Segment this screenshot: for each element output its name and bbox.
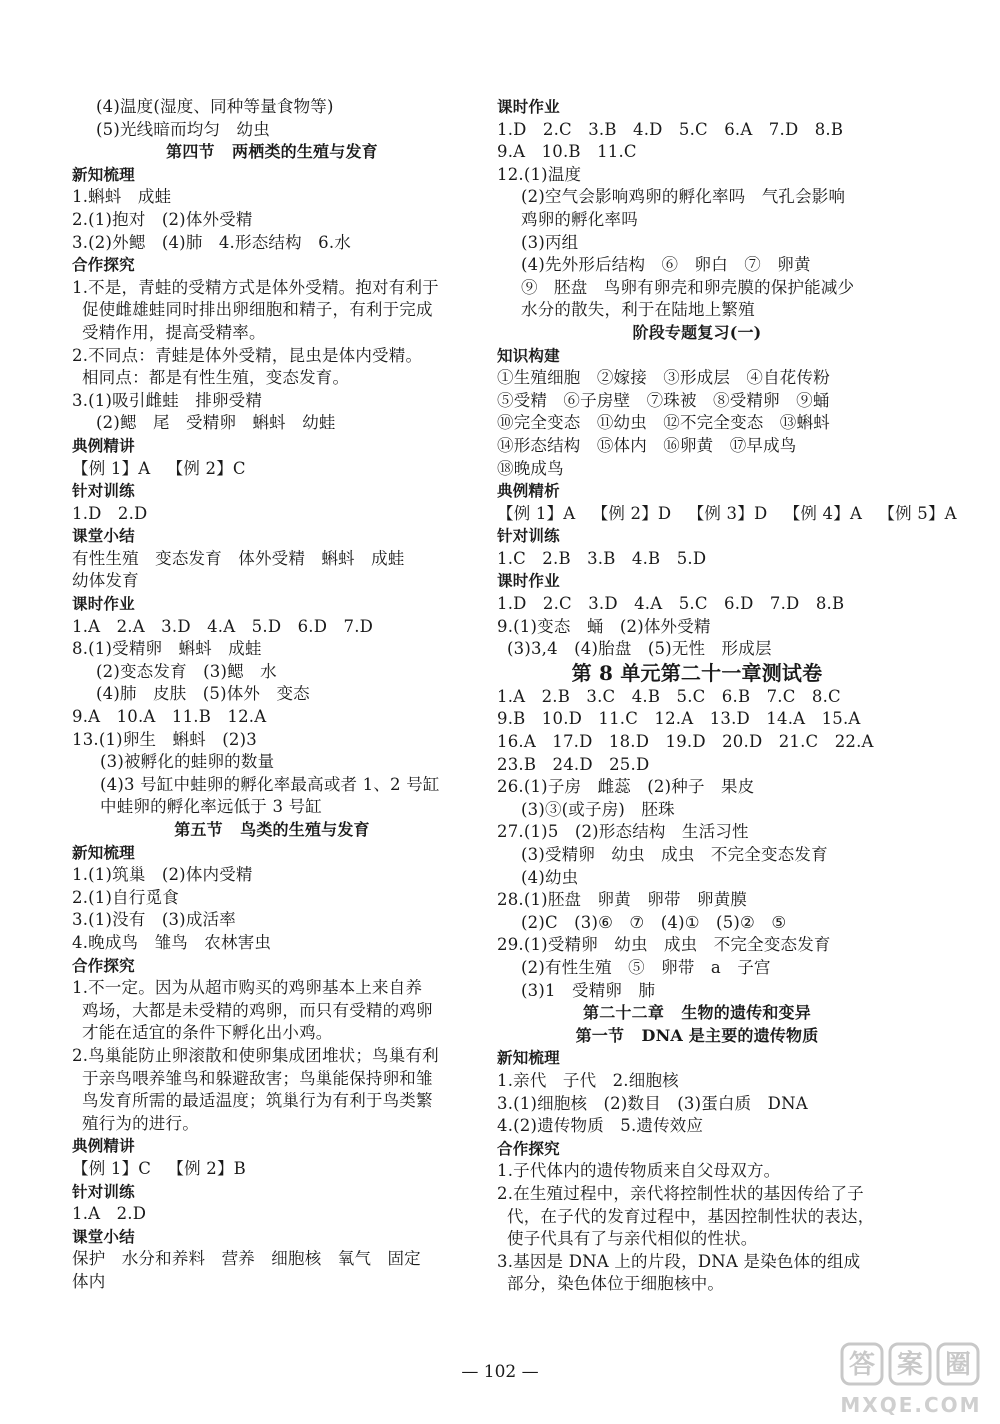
right-line: (3)1 受精卵 肺 (521, 980, 656, 1000)
left-line: 【例 1】A 【例 2】C (72, 458, 246, 478)
right-line: (3)丙组 (521, 232, 579, 252)
right-subheading: 知识构建 (497, 346, 560, 365)
right-line: (3)受精卵 幼虫 成虫 不完全变态发育 (521, 845, 828, 864)
left-line: 1.A 2.D (72, 1204, 147, 1224)
left-line: 鸟发育所需的最适温度；筑巢行为有利于鸟类繁 (82, 1091, 433, 1111)
right-line: ⑨ 胚盘 鸟卵有卵壳和卵壳膜的保护能减少 (521, 277, 855, 297)
right-line: ⑱晚成鸟 (497, 458, 564, 478)
left-line: 13.(1)卵生 蝌蚪 (2)3 (72, 729, 257, 749)
left-subheading: 合作探究 (72, 956, 135, 975)
right-line: (3)③(或子房) 胚珠 (521, 799, 675, 819)
svg-text:圈: 圈 (944, 1350, 972, 1380)
right-line: (4)幼虫 (521, 867, 579, 887)
right-line: 9.B 10.D 11.C 12.A 13.D 14.A 15.A (497, 709, 861, 729)
left-line: (4)肺 皮肤 (5)体外 变态 (96, 684, 310, 704)
right-line: 1.C 2.B 3.B 4.B 5.D (497, 548, 707, 568)
right-line: 1.A 2.B 3.C 4.B 5.C 6.B 7.C 8.C (497, 686, 841, 706)
right-line: (4)先外形后结构 ⑥ 卵白 ⑦ 卵黄 (521, 255, 811, 275)
right-line: 1.子代体内的遗传物质来自父母双方。 (497, 1161, 781, 1181)
left-line: 1.不是，青蛙的受精方式是体外受精。抱对有利于 (72, 277, 439, 297)
right-line: ⑭形态结构 ⑮体内 ⑯卵黄 ⑰早成鸟 (497, 435, 797, 455)
left-line: 2.(1)抱对 (2)体外受精 (72, 209, 253, 229)
left-line: 1.A 2.A 3.D 4.A 5.D 6.D 7.D (72, 616, 374, 636)
left-line: 1.不一定。因为从超市购买的鸡卵基本上来自养 (72, 978, 423, 998)
left-line: 1.蝌蚪 成蛙 (72, 187, 172, 207)
right-line: 23.B 24.D 25.D (497, 754, 650, 774)
left-line: 体内 (72, 1271, 106, 1291)
right-line: 28.(1)胚盘 卵黄 卵带 卵黄膜 (497, 890, 748, 910)
left-line: 1.D 2.D (72, 503, 148, 523)
left-line: (2)变态发育 (3)鳃 水 (96, 661, 277, 681)
left-line: 2.(1)自行觅食 (72, 887, 179, 907)
right-line: 水分的散失，利于在陆地上繁殖 (521, 300, 755, 320)
right-line: 9.A 10.B 11.C (497, 142, 637, 162)
left-line: 8.(1)受精卵 蝌蚪 成蛙 (72, 639, 262, 659)
right-line: 2.在生殖过程中，亲代将控制性状的基因传给了子 (497, 1183, 864, 1203)
right-line: 使子代具有了与亲代相似的性状。 (507, 1229, 758, 1249)
right-line: ①生殖细胞 ②嫁接 ③形成层 ④自花传粉 (497, 368, 830, 388)
left-subheading: 典例精讲 (72, 436, 135, 455)
right-line: 3.(1)细胞核 (2)数目 (3)蛋白质 DNA (497, 1093, 808, 1113)
left-subheading: 课堂小结 (72, 527, 135, 546)
left-line: 中蛙卵的孵化率远低于 3 号缸 (100, 797, 322, 817)
right-line: 29.(1)受精卵 幼虫 成虫 不完全变态发育 (497, 935, 831, 955)
left-subheading: 新知梳理 (72, 843, 135, 862)
left-line: 有性生殖 变态发育 体外受精 蝌蚪 成蛙 (72, 548, 405, 568)
left-line: (5)光线暗而均匀 幼虫 (96, 119, 270, 139)
right-line: (3)3,4 (4)胎盘 (5)无性 形成层 (507, 639, 772, 659)
right-line: (2)C (3)⑥ ⑦ (4)① (5)② ⑤ (521, 912, 787, 932)
left-line: 促使雌雄蛙同时排出卵细胞和精子，有利于完成 (82, 300, 433, 320)
left-line: 【例 1】C 【例 2】B (72, 1158, 246, 1178)
left-line: 受精作用，提高受精率。 (82, 322, 266, 342)
left-line: 幼体发育 (72, 571, 139, 591)
right-line: ⑩完全变态 ⑪幼虫 ⑫不完全变态 ⑬蝌蚪 (497, 413, 830, 433)
right-section-title: 阶段专题复习(一) (632, 322, 762, 342)
left-line: 殖行为的进行。 (82, 1113, 199, 1133)
right-subheading: 典例精析 (497, 482, 560, 501)
left-line: (4)温度(湿度、同种等量食物等) (96, 97, 334, 116)
left-line: 于亲鸟喂养雏鸟和躲避敌害；鸟巢能保持卵和雏 (82, 1068, 433, 1088)
right-line: 【例 1】A 【例 2】D 【例 3】D 【例 4】A 【例 5】A (497, 503, 957, 523)
left-line: 3.(1)没有 (3)成活率 (72, 910, 236, 930)
left-line: 鸡场，大都是未受精的鸡卵，而只有受精的鸡卵 (82, 1000, 433, 1020)
svg-text:答: 答 (848, 1350, 876, 1380)
left-line: 9.A 10.A 11.B 12.A (72, 707, 267, 727)
right-chapter-title: 第 8 单元第二十一章测试卷 (571, 660, 823, 685)
left-line: (4)3 号缸中蛙卵的孵化率最高或者 1、2 号缸 (100, 774, 440, 794)
left-subheading: 针对训练 (72, 1182, 135, 1201)
svg-text:案: 案 (896, 1350, 924, 1380)
right-subheading: 合作探究 (497, 1139, 560, 1158)
left-column (72, 96, 472, 1293)
left-line: 2.鸟巢能防止卵滚散和使卵集成团堆状；鸟巢有利 (72, 1045, 439, 1065)
right-section-title: 第二十二章 生物的遗传和变异 (583, 1003, 811, 1023)
left-line: 3.(2)外鳃 (4)肺 4.形态结构 6.水 (72, 232, 351, 252)
right-subheading: 课时作业 (497, 98, 560, 116)
right-section-title: 第一节 DNA 是主要的遗传物质 (575, 1025, 819, 1045)
right-line: 代，在子代的发育过程中，基因控制性状的表达， (507, 1206, 875, 1226)
left-subheading: 课堂小结 (72, 1227, 135, 1246)
right-line: (2)有性生殖 ⑤ 卵带 a 子宫 (521, 957, 771, 977)
left-line: 1.(1)筑巢 (2)体内受精 (72, 865, 253, 885)
right-line: 27.(1)5 (2)形态结构 生活习性 (497, 822, 749, 842)
left-line: 相同点：都是有性生殖，变态发育。 (82, 368, 350, 388)
left-line: 3.(1)吸引雌蛙 排卵受精 (72, 390, 263, 410)
right-line: ⑤受精 ⑥子房壁 ⑦珠被 ⑧受精卵 ⑨蛹 (497, 390, 830, 410)
right-line: 16.A 17.D 18.D 19.D 20.D 21.C 22.A (497, 732, 874, 752)
left-subheading: 新知梳理 (72, 165, 135, 184)
left-line: 才能在适宜的条件下孵化出小鸡。 (82, 1023, 333, 1043)
left-subheading: 课时作业 (72, 595, 135, 614)
left-line: 保护 水分和养料 营养 细胞核 氧气 固定 (72, 1249, 421, 1269)
left-line: 2.不同点：青蛙是体外受精，昆虫是体内受精。 (72, 345, 423, 365)
right-line: 26.(1)子房 雌蕊 (2)种子 果皮 (497, 777, 755, 797)
watermark-logo (836, 1340, 986, 1418)
right-subheading: 课时作业 (497, 572, 560, 591)
right-subheading: 新知梳理 (497, 1049, 560, 1068)
left-section-title: 第五节 鸟类的生殖与发育 (174, 820, 370, 839)
right-line: (2)空气会影响鸡卵的孵化率吗 气孔会影响 (521, 187, 846, 207)
right-line: 1.D 2.C 3.B 4.D 5.C 6.A 7.D 8.B (497, 119, 844, 139)
right-line: 4.(2)遗传物质 5.遗传效应 (497, 1116, 704, 1136)
right-line: 1.D 2.C 3.D 4.A 5.C 6.D 7.D 8.B (497, 594, 845, 614)
right-line: 鸡卵的孵化率吗 (521, 209, 638, 229)
right-line: 9.(1)变态 蛹 (2)体外受精 (497, 616, 711, 636)
left-subheading: 合作探究 (72, 256, 135, 275)
right-subheading: 针对训练 (497, 527, 560, 546)
right-line: 3.基因是 DNA 上的片段，DNA 是染色体的组成 (497, 1251, 861, 1271)
left-section-title: 第四节 两栖类的生殖与发育 (166, 142, 378, 162)
left-subheading: 针对训练 (72, 482, 135, 501)
left-line: (3)被孵化的蛙卵的数量 (100, 752, 275, 772)
left-line: 4.晚成鸟 雏鸟 农林害虫 (72, 932, 272, 952)
left-line: (2)鳃 尾 受精卵 蝌蚪 幼蛙 (96, 413, 336, 433)
right-column (497, 96, 957, 1296)
right-line: 1.亲代 子代 2.细胞核 (497, 1070, 679, 1090)
right-line: 12.(1)温度 (497, 164, 582, 184)
page-number: — 102 — (461, 1362, 539, 1382)
right-line: 部分，染色体位于细胞核中。 (507, 1274, 725, 1294)
svg-text:MXQE.COM: MXQE.COM (840, 1393, 982, 1417)
left-subheading: 典例精讲 (72, 1137, 135, 1156)
